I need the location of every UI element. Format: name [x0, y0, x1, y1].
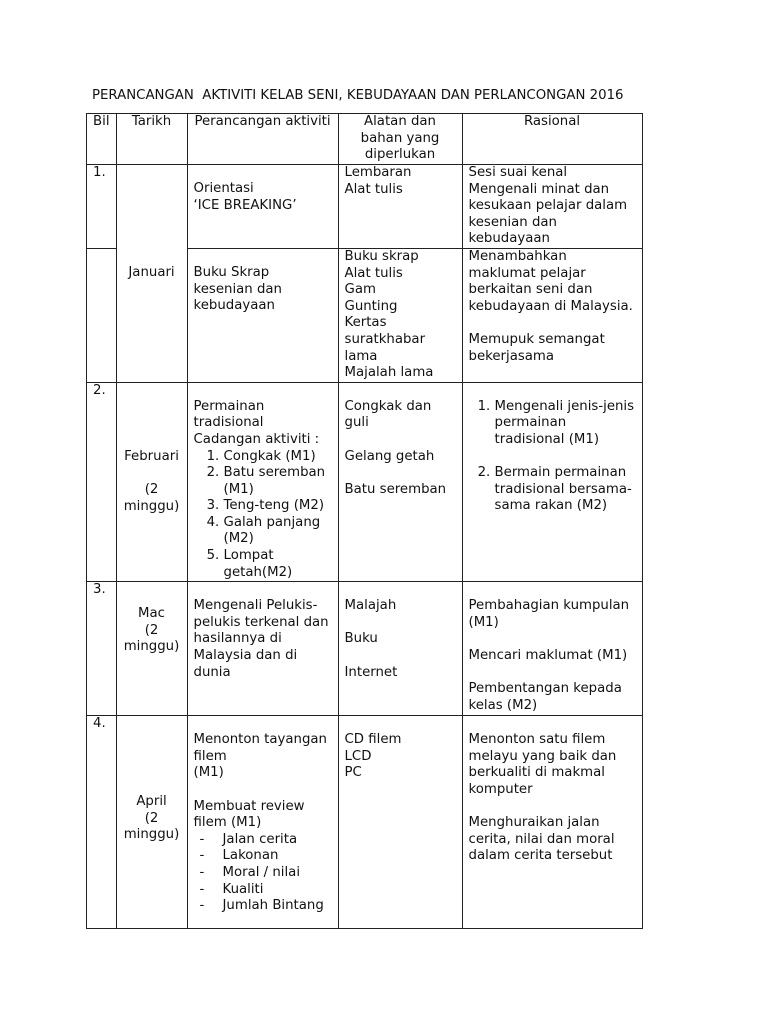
row-1a-alatan: Lembaran Alat tulis — [338, 165, 462, 249]
table-row — [87, 716, 643, 929]
list-item: 4. Galah panjang (M2) — [224, 515, 332, 548]
row-3-rasional-1: Pembahagian kumpulan (M1) — [468, 598, 630, 630]
row-3-alatan — [338, 582, 462, 716]
header-alatan: Alatan dan bahan yang diperlukan — [338, 114, 462, 165]
list-item: - Jalan cerita — [200, 832, 332, 849]
row-1b-rasional-1: Menambahkan maklumat pelajar berkaitan seni dan kebudayaan di Malaysia. — [468, 248, 633, 314]
list-item: 2. Batu seremban (M1) — [224, 465, 332, 498]
list-item: 3. Teng-teng (M2) — [224, 498, 332, 515]
header-row — [87, 114, 643, 165]
row-3-alatan-3: Internet — [344, 664, 398, 680]
row-2-perancangan — [187, 382, 338, 582]
activity-plan-table — [86, 113, 643, 929]
header-bil: Bil — [87, 114, 117, 165]
row-1b-rasional-2: Memupuk semangat bekerjasama — [468, 331, 605, 364]
row-2-alatan-3: Batu seremban — [344, 481, 447, 497]
row-3-bil: 3. — [87, 582, 117, 716]
list-item: - Jumlah Bintang — [200, 898, 332, 915]
row-1b-perancangan — [187, 248, 338, 382]
row-3-rasional-2: Mencari maklumat (M1) — [468, 648, 628, 664]
row-4-perancangan-2: Membuat review filem (M1) — [193, 798, 305, 831]
list-item: - Kualiti — [200, 882, 332, 899]
header-perancangan: Perancangan aktiviti — [187, 114, 338, 165]
list-item: - Moral / nilai — [200, 865, 332, 882]
row-2-perancangan-intro: Permainan tradisional Cadangan aktiviti : — [193, 398, 320, 447]
row-3-tarikh: Mac (2 minggu) — [116, 582, 187, 716]
row-1-bil: 1. — [87, 165, 117, 249]
row-4-rasional — [462, 716, 642, 929]
row-4-rasional-2: Menghuraikan jalan cerita, nilai dan moral dalam cerita tersebut — [468, 815, 615, 864]
list-item: 1. Mengenali jenis-jenis permainan tradisional (M1) — [495, 399, 636, 449]
header-rasional: Rasional — [462, 114, 642, 165]
row-1b-bil — [87, 248, 117, 382]
row-2-bil: 2. — [87, 382, 117, 582]
row-2-tarikh-duration: (2 minggu) — [123, 481, 180, 514]
row-2-activity-list — [194, 449, 332, 582]
row-2-tarikh — [116, 382, 187, 582]
row-4-tarikh: April (2 minggu) — [116, 716, 187, 929]
list-item: 2. Bermain permainan tradisional bersama-sama rakan (M2) — [495, 465, 636, 515]
table-row — [87, 582, 643, 716]
table-row — [87, 382, 643, 582]
header-tarikh: Tarikh — [116, 114, 187, 165]
row-4-review-list — [194, 832, 332, 915]
row-4-rasional-1: Menonton satu filem melayu yang baik dan berkualiti di makmal komputer — [468, 732, 617, 798]
row-4-perancangan — [187, 716, 338, 929]
row-2-rasional — [462, 382, 642, 582]
row-3-perancangan — [187, 582, 338, 716]
row-1-tarikh: Januari — [116, 165, 187, 383]
row-1b-perancangan-text: Buku Skrap kesenian dan kebudayaan — [193, 264, 282, 314]
row-4-alatan: CD filem LCD PC — [338, 716, 462, 929]
row-1b-alatan: Buku skrap Alat tulis Gam Gunting Kertas suratkhabar lama Majalah lama — [338, 248, 462, 382]
row-4-bil: 4. — [87, 716, 117, 929]
row-1a-perancangan-text: Orientasi ‘ICE BREAKING’ — [193, 181, 297, 213]
row-2-alatan — [338, 382, 462, 582]
row-2-alatan-1: Congkak dan guli — [344, 398, 432, 431]
row-2-alatan-2: Gelang getah — [344, 448, 435, 464]
row-3-perancangan-text: Mengenali Pelukis-pelukis terkenal dan hasilannya di Malaysia dan di dunia — [193, 598, 329, 680]
row-2-tarikh-month: Februari — [124, 448, 179, 464]
row-1b-rasional — [462, 248, 642, 382]
table-row — [87, 165, 643, 249]
row-1a-rasional: Sesi suai kenal Mengenali minat dan kesukaan pelajar dalam kesenian dan kebudayaan — [462, 165, 642, 249]
list-item: 1. Congkak (M1) — [224, 449, 332, 466]
row-3-alatan-2: Buku — [344, 631, 378, 647]
row-3-alatan-1: Malajah — [344, 598, 397, 614]
row-1a-perancangan — [187, 165, 338, 249]
page-title: PERANCANGAN AKTIVITI KELAB SENI, KEBUDAYAAN DAN PERLANCONGAN 2016 — [92, 88, 624, 103]
row-3-rasional — [462, 582, 642, 716]
list-item: 5. Lompat getah(M2) — [224, 548, 332, 581]
row-2-rasional-list — [469, 399, 636, 515]
row-3-rasional-3: Pembentangan kepada kelas (M2) — [468, 681, 622, 713]
list-item: - Lakonan — [200, 848, 332, 865]
row-4-perancangan-1: Menonton tayangan filem (M1) — [193, 732, 327, 781]
